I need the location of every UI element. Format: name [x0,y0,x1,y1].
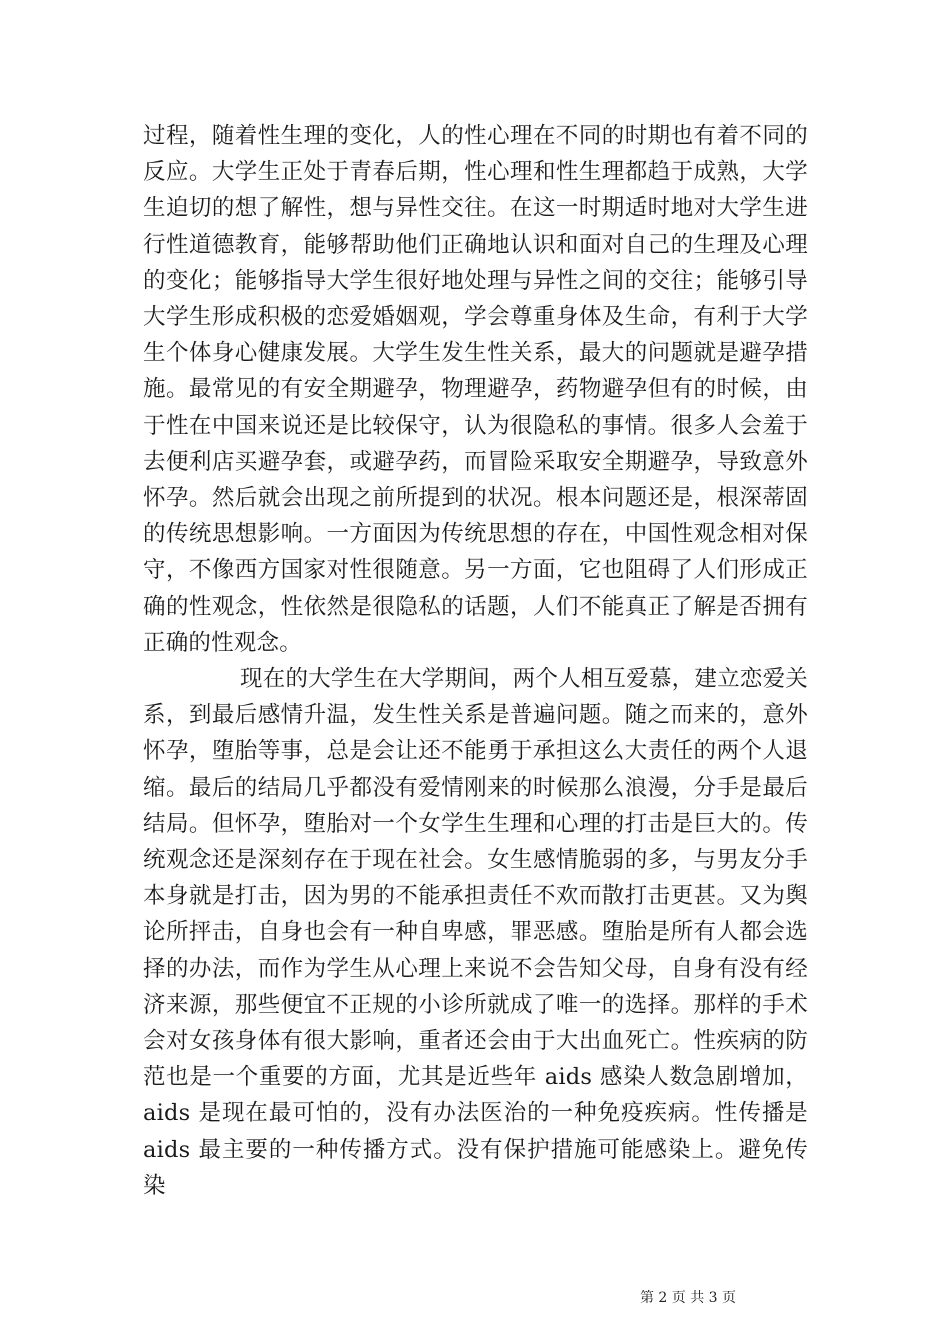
page-number-label: 第 2 页 共 3 页 [639,1290,737,1306]
document-body [143,118,808,1204]
paragraph-1: 过程，随着性生理的变化，人的性心理在不同的时期也有着不同的反应。大学生正处于青春后期，性心理和性生理都趋于成熟，大学生迫切的想了解性，想与异性交往。在这一时期适时地对大学生进行性道德教育，能够帮助他们正确地认识和面对自己的生理及心理的变化；能够指导大学生很好地处理与异性之间的交往；能够引导大学生形成积极的恋爱婚姻观，学会尊重身体及生命，有利于大学生个体身心健康发展。大学生发生性关系，最大的问题就是避孕措施。最常见的有安全期避孕，物理避孕，药物避孕但有的时候，由于性在中国来说还是比较保守，认为很隐私的事情。很多人会羞于去便利店买避孕套，或避孕药，而冒险采取安全期避孕，导致意外怀孕。然后就会出现之前所提到的状况。根本问题还是，根深蒂固的传统思想影响。一方面因为传统思想的存在，中国性观念相对保守，不像西方国家对性很随意。另一方面，它也阻碍了人们形成正确的性观念，性依然是很隐私的话题，人们不能真正了解是否拥有正确的性观念。 [143,123,808,656]
page-footer [0,1289,950,1307]
paragraph-2: 现在的大学生在大学期间，两个人相互爱慕，建立恋爱关系，到最后感情升温，发生性关系是普遍问题。随之而来的，意外怀孕，堕胎等事，总是会让还不能勇于承担这么大责任的两个人退缩。最后的结局几乎都没有爱情刚来的时候那么浪漫，分手是最后结局。但怀孕，堕胎对一个女学生生理和心理的打击是巨大的。传统观念还是深刻存在于现在社会。女生感情脆弱的多，与男友分手本身就是打击，因为男的不能承担责任不欢而散打击更甚。又为舆论所抨击，自身也会有一种自卑感，罪恶感。堕胎是所有人都会选择的办法，而作为学生从心理上来说不会告知父母，自身有没有经济来源，那些便宜不正规的小诊所就成了唯一的选择。那样的手术会对女孩身体有很大影响，重者还会由于大出血死亡。性疾病的防范也是一个重要的方面，尤其是近些年 aids 感染人数急剧增加，aids 是现在最可怕的，没有办法医治的一种免疫疾病。性传播是 aids 最主要的一种传播方式。没有保护措施可能感染上。避免传染 [143,666,808,1199]
